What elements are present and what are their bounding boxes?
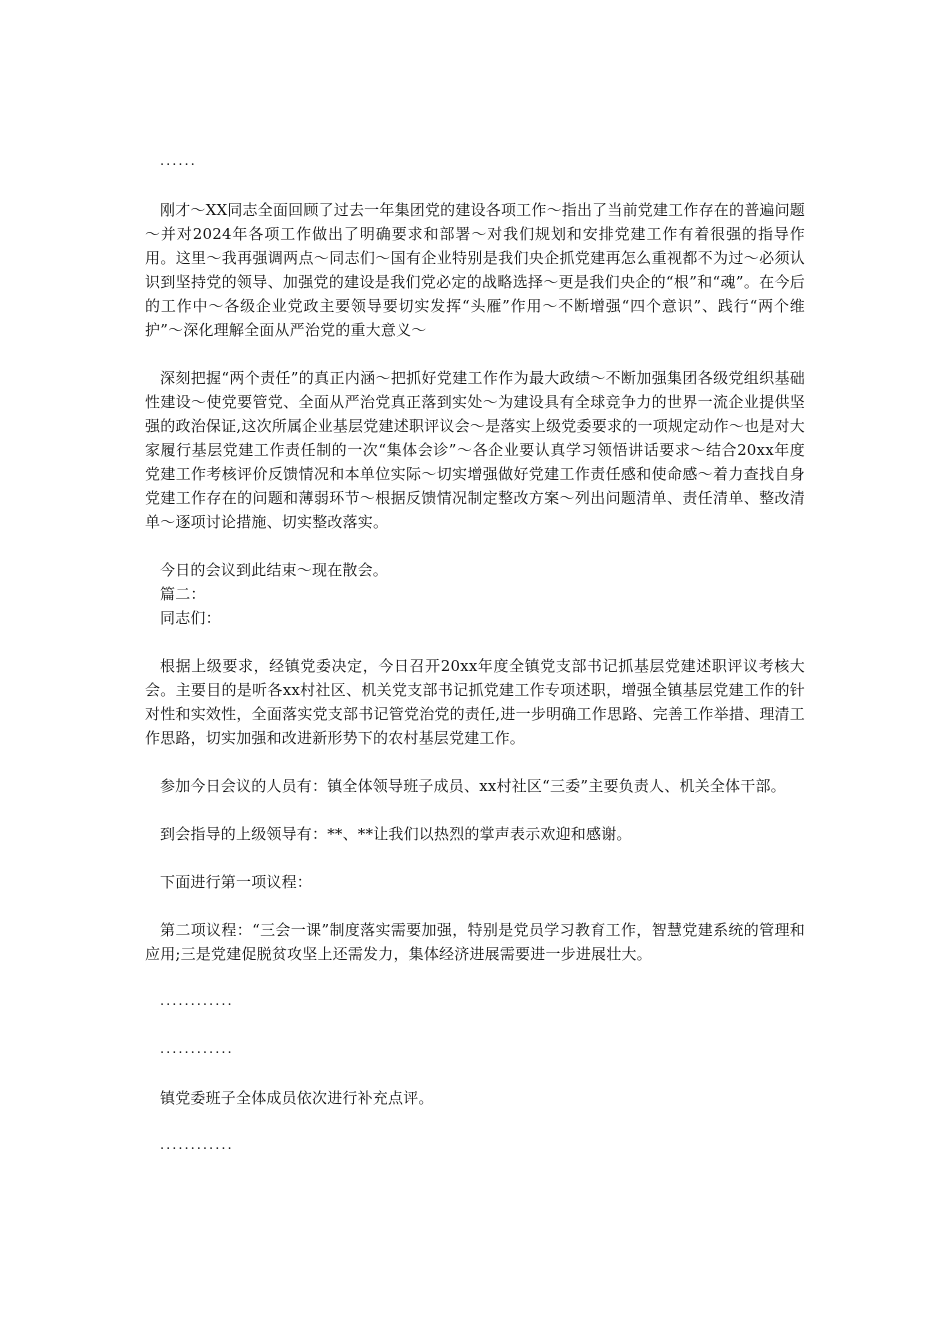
- paragraph-two-responsibilities: 深刻把握“两个责任”的真正内涵～把抓好党建工作作为最大政绩～不断加强集团各级党组织基础性建设～使党要管党、全面从严治党真正落到实处～为建设具有全球竞争力的世界一流企业提供坚强的政治保证,这次所属企业基层党建述职评议会～是落实上级党委要求的一项规定动作～也是对大家履行基层党建工作责任制的一次“集体会诊”～各企业要认真学习领悟讲话要求～结合20xx年度党建工作考核评价反馈情况和本单位实际～切实增强做好党建工作责任感和使命感～着力查找自身党建工作存在的问题和薄弱环节～根据反馈情况制定整改方案～列出问题清单、责任清单、整改清单～逐项讨论措施、切实整改落实。: [145, 369, 805, 531]
- paragraph-supplementary-review: 镇党委班子全体成员依次进行补充点评。: [160, 1089, 434, 1107]
- paragraph-review: 刚才～XX同志全面回顾了过去一年集团党的建设各项工作～指出了当前党建工作存在的普遍问题～并对2024年各项工作做出了明确要求和部署～对我们规划和安排党建工作有着很强的指导作用。这里～我再强调两点～同志们～国有企业特别是我们央企抓党建再怎么重视都不为过～必须认识到坚持党的领导、加强党的建设是我们党必定的战略选择～更是我们央企的“根”和“魂”。在今后的工作中～各级企业党政主要领导要切实发挥“头雁”作用～不断增强“四个意识”、践行“两个维护”～深化理解全面从严治党的重大意义～: [145, 201, 805, 339]
- ellipsis-line: ............: [160, 994, 234, 1009]
- ellipsis-line: ............: [160, 1042, 234, 1057]
- paragraph-agenda-one: 下面进行第一项议程：: [160, 873, 313, 891]
- paragraph-guest-leaders: 到会指导的上级领导有：**、**让我们以热烈的掌声表示欢迎和感谢。: [160, 825, 632, 843]
- paragraph-agenda-two: 第二项议程：“三会一课”制度落实需要加强，特别是党员学习教育工作，智慧党建系统的管理和应用;三是党建促脱贫攻坚上还需发力，集体经济进展需要进一步进展壮大。: [145, 921, 805, 963]
- paragraph-meeting-end: 今日的会议到此结束～现在散会。: [160, 561, 389, 579]
- ellipsis-line: ............: [160, 1138, 234, 1153]
- ellipsis-line: ......: [160, 154, 197, 169]
- section-heading-part-two: 篇二：: [160, 585, 206, 603]
- paragraph-attendees: 参加今日会议的人员有：镇全体领导班子成员、xx村社区“三委”主要负责人、机关全体干部。: [160, 777, 786, 795]
- paragraph-meeting-purpose: 根据上级要求，经镇党委决定，今日召开20xx年度全镇党支部书记抓基层党建述职评议考核大会。主要目的是听各xx村社区、机关党支部书记抓党建工作专项述职，增强全镇基层党建工作的针对性和实效性，全面落实党支部书记管党治党的责任,进一步明确工作思路、完善工作举措、理清工作思路，切实加强和改进新形势下的农村基层党建工作。: [145, 657, 805, 747]
- document-page: [145, 150, 805, 1158]
- salutation: 同志们：: [160, 609, 221, 627]
